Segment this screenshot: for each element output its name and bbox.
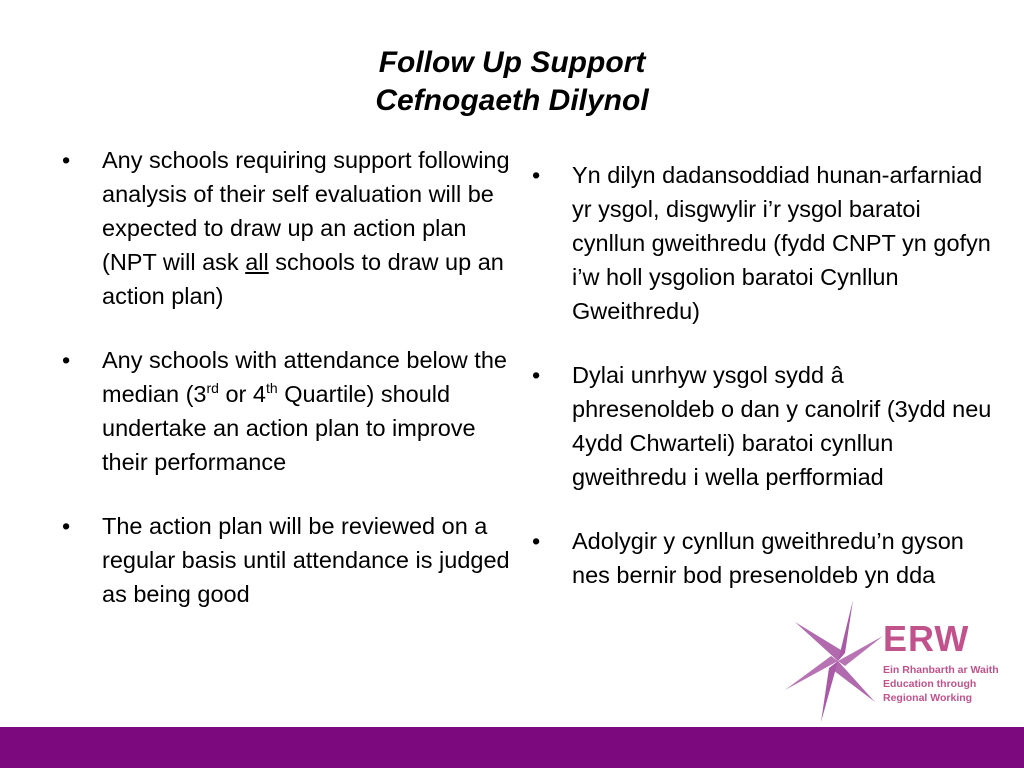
welsh-bullet-1 <box>532 158 992 328</box>
welsh-bullet-2 <box>532 358 992 494</box>
star-logo-icon <box>783 598 893 724</box>
welsh-bullet-1-text: Yn dilyn dadansoddiad hunan-arfarniad yr ysgol, disgwylir i’r ysgol baratoi cynllun gweithredu (fydd CNPT yn gofyn i’w holl ysgolion baratoi Cynllun Gweithredu) <box>572 162 991 324</box>
english-bullet-3-text: The action plan will be reviewed on a regular basis until attendance is judged as being good <box>102 513 510 607</box>
welsh-column <box>532 158 992 622</box>
welsh-bullet-2-text: Dylai unrhyw ysgol sydd â phresenoldeb o dan y canolrif (3ydd neu 4ydd Chwarteli) baratoi cynllun gweithredu i wella perfformiad <box>572 362 992 490</box>
english-column <box>62 143 514 641</box>
bullet-marker: • <box>62 147 71 173</box>
bullet-marker: • <box>62 347 71 373</box>
slide-title <box>0 44 1024 120</box>
english-bullet-1-underlined: all <box>245 249 269 275</box>
logo-tagline-welsh: Ein Rhanbarth ar Waith <box>883 664 999 676</box>
logo-tagline-line2: Education through <box>883 678 977 690</box>
welsh-bullet-3 <box>532 524 992 592</box>
footer-bar <box>0 727 1024 768</box>
bullet-marker: • <box>532 362 541 388</box>
bullet-marker: • <box>62 513 71 539</box>
logo-wordmark: ERW <box>883 618 970 659</box>
english-bullet-3 <box>62 509 514 611</box>
english-bullet-1 <box>62 143 514 313</box>
title-welsh: Cefnogaeth Dilynol <box>375 84 649 117</box>
ordinal-suffix-th: th <box>265 380 278 397</box>
english-bullet-2-text-b: or 4 <box>218 381 266 407</box>
title-english: Follow Up Support <box>378 46 646 79</box>
erw-logo <box>783 598 999 724</box>
english-bullet-1-text-b: schools to draw up an action plan) <box>102 249 504 309</box>
welsh-bullet-3-text: Adolygir y cynllun gweithredu’n gyson nes bernir bod presenoldeb yn dda <box>572 528 964 588</box>
english-bullet-1-text-a: Any schools requiring support following analysis of their self evaluation will be expected to draw up an action plan (NPT will ask <box>102 147 510 275</box>
english-bullet-2-text-c: Quartile) should undertake an action plan to improve their performance <box>102 381 476 475</box>
bullet-marker: • <box>532 528 541 554</box>
english-bullet-2 <box>62 343 514 479</box>
logo-tagline-line3: Regional Working <box>883 692 973 704</box>
ordinal-suffix-rd: rd <box>206 380 219 397</box>
english-bullet-2-text-a: Any schools with attendance below the median (3 <box>102 347 507 407</box>
bullet-marker: • <box>532 162 541 188</box>
